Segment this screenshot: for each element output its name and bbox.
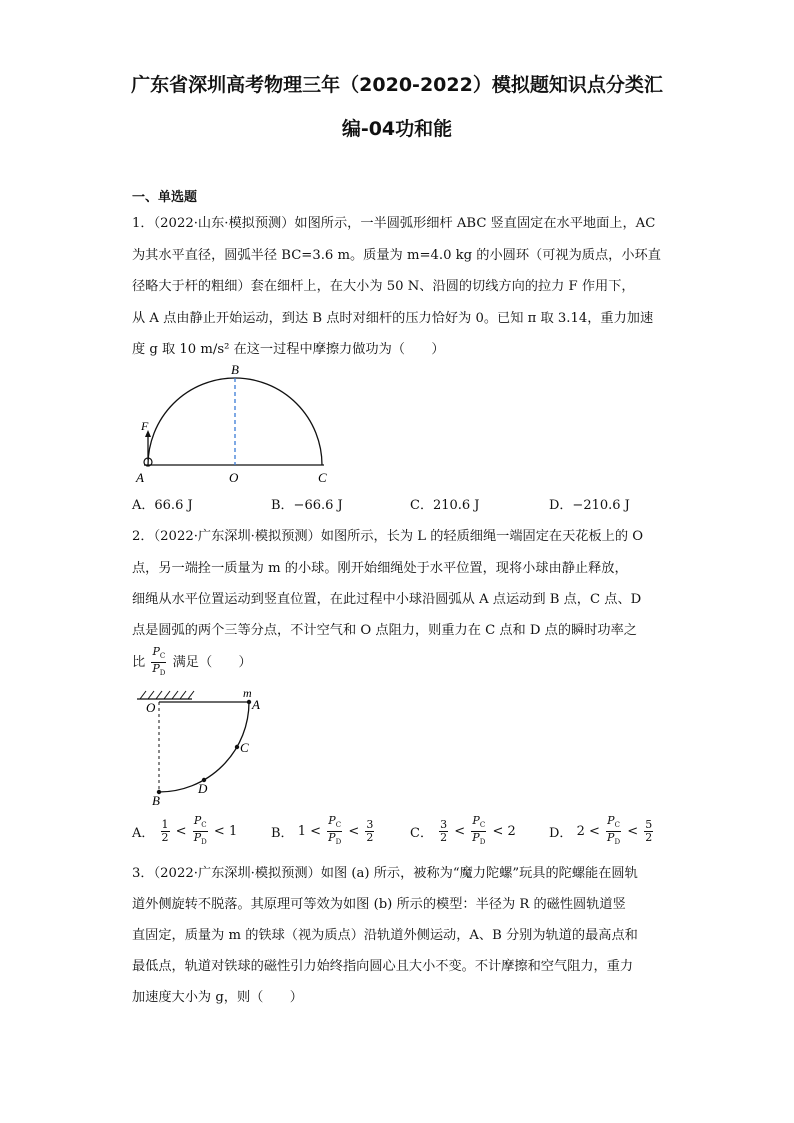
q2-line-2: 点，另一端拴一质量为 m 的小球。刚开始细绳处于水平位置，现将小球由静止释放， xyxy=(132,561,628,576)
q1-line-5: 度 g 取 10 m/s² 在这一过程中摩擦力做功为（ ） xyxy=(132,342,445,357)
q3-line-4: 最低点，轨道对铁球的磁性引力始终指向圆心且大小不变。不计摩擦和空气阻力，重力 xyxy=(132,959,634,974)
q1-semicircle-figure xyxy=(134,360,334,488)
point-A xyxy=(247,700,251,704)
label-B: B xyxy=(152,793,160,807)
q2-pendulum-figure xyxy=(132,685,272,807)
point-C xyxy=(235,745,239,749)
label-A: A xyxy=(252,697,260,712)
q2-line-3: 细绳从水平位置运动到竖直位置，在此过程中小球沿圆弧从 A 点运动到 B 点，C 点、D xyxy=(132,592,642,607)
q1-line-4: 从 A 点由静止开始运动，到达 B 点时对细杆的压力恰好为 0。已知 π 取 3.14，重力加速 xyxy=(132,311,654,326)
q2-ratio-line xyxy=(132,646,252,679)
q2-line-4: 点是圆弧的两个三等分点，不计空气和 O 点阻力，则重力在 C 点和 D 点的瞬时功率之 xyxy=(132,623,637,638)
q2-line-1: 2．（2022·广东深圳·模拟预测）如图所示，长为 L 的轻质细绳一端固定在天花板上的 O xyxy=(132,529,644,544)
label-C: C xyxy=(240,740,249,755)
ceiling-hatch xyxy=(140,691,194,699)
label-B: B xyxy=(231,362,239,377)
section-heading: 一、单选题 xyxy=(132,190,198,205)
q2-option-a[interactable]: A． $\frac{1}{2}$ < $\frac{P_C}{P_D}$ < 1 xyxy=(132,814,238,847)
q1-option-b[interactable]: B．−66.6 J xyxy=(271,498,343,513)
ratio-suffix: 满足（ ） xyxy=(172,655,252,671)
label-O: O xyxy=(229,470,239,485)
label-O: O xyxy=(146,700,156,715)
q2-option-d[interactable]: D． 2 < $\frac{P_C}{P_D}$ < $\frac{5}{2}$ xyxy=(549,814,653,847)
doc-title-line-1: 广东省深圳高考物理三年（2020-2022）模拟题知识点分类汇 xyxy=(131,74,663,96)
q3-line-1: 3．（2022·广东深圳·模拟预测）如图 (a) 所示，被称为“魔力陀螺”玩具的陀螺能在圆轨 xyxy=(132,866,638,881)
label-C: C xyxy=(318,470,327,485)
ratio-prefix: 比 xyxy=(132,655,146,671)
label-D: D xyxy=(198,781,208,796)
label-m: m xyxy=(243,686,252,700)
label-A: A xyxy=(136,470,144,485)
q3-line-2: 道外侧旋转不脱落。其原理可等效为如图 (b) 所示的模型：半径为 R 的磁性圆轨道竖 xyxy=(132,897,626,912)
label-F: F xyxy=(141,419,149,433)
q1-line-2: 为其水平直径，圆弧半径 BC=3.6 m。质量为 m=4.0 kg 的小圆环（可视为质点，小环直 xyxy=(132,248,661,263)
q1-option-d[interactable]: D．−210.6 J xyxy=(549,498,630,513)
ratio-pc-pd: $\frac{P_C}{P_D}$ xyxy=(152,645,166,678)
doc-title-line-2: 编-04功和能 xyxy=(341,118,453,140)
q2-option-c[interactable]: C． $\frac{3}{2}$ < $\frac{P_C}{P_D}$ < 2 xyxy=(410,814,516,847)
q1-line-1: 1．（2022·山东·模拟预测）如图所示，一半圆弧形细杆 ABC 竖直固定在水平地面上，AC xyxy=(132,216,656,231)
q1-option-c[interactable]: C．210.6 J xyxy=(410,498,480,513)
q3-line-5: 加速度大小为 g，则（ ） xyxy=(132,990,303,1005)
q3-line-3: 直固定，质量为 m 的铁球（视为质点）沿轨道外侧运动，A、B 分别为轨道的最高点和 xyxy=(132,928,638,943)
q1-option-a[interactable]: A．66.6 J xyxy=(132,498,193,513)
q2-option-b[interactable]: B． 1 < $\frac{P_C}{P_D}$ < $\frac{3}{2}$ xyxy=(271,814,374,847)
q1-line-3: 径略大于杆的粗细）套在细杆上，在大小为 50 N、沿圆的切线方向的拉力 F 作用下， xyxy=(132,279,635,294)
